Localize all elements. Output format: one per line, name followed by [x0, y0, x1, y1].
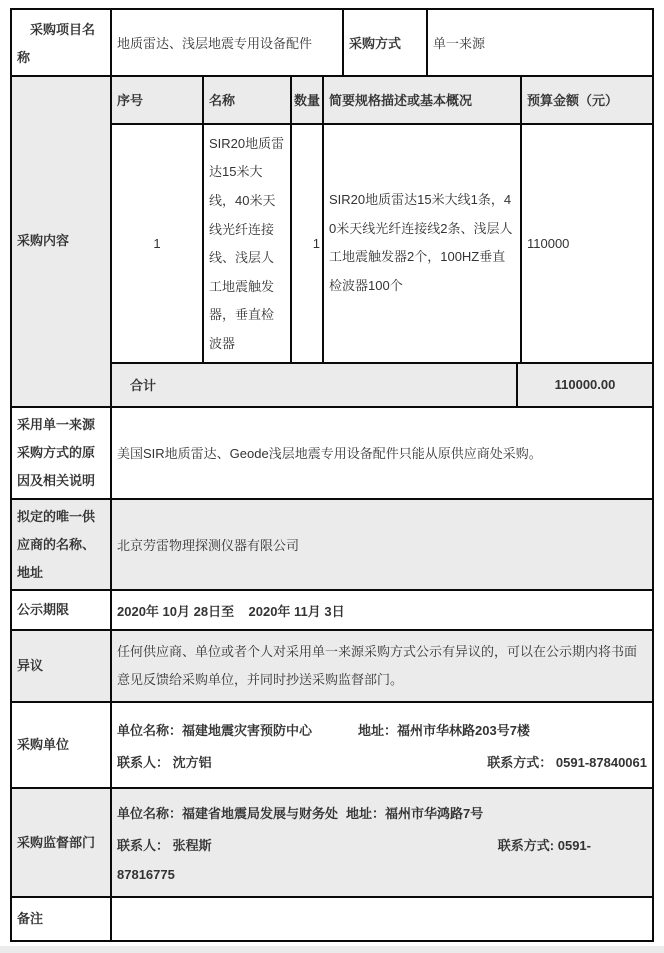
purchaser-info: [112, 703, 652, 787]
purchaser-org: 单位名称：福建地震灾害预防中心: [117, 722, 313, 738]
content-row: [12, 77, 652, 408]
purchaser-address: 地址：福州市华林路203号7楼: [358, 722, 530, 738]
supervisor-info: [112, 789, 652, 896]
procurement-method-label: 采购方式: [344, 10, 428, 75]
remark-value: [112, 898, 652, 940]
period-label: 公示期限: [12, 591, 112, 629]
supervisor-contact: 联系人： 张程斯: [117, 838, 212, 854]
purchaser-phone: 联系方式： 0591-87840061: [487, 754, 647, 770]
item-row: [112, 125, 652, 364]
item-budget: 110000: [527, 235, 570, 251]
reason-label: 采用单一来源采购方式的原因及相关说明: [12, 408, 112, 498]
total-value: 110000.00: [554, 377, 616, 393]
period-value: 2020年 10月 28日至 2020年 11月 3日: [117, 603, 345, 619]
supplier-value: 北京劳雷物理探测仪器有限公司: [117, 538, 300, 554]
objection-label: 异议: [12, 631, 112, 701]
supervisor-org-line: [117, 803, 647, 822]
supervisor-phone-continued-line: [117, 867, 647, 882]
item-spec: SIR20地质雷达15米大线1条，40米天线光纤连接线2条、浅层人工地震触发器2个，100HZ垂直检波器100个: [324, 125, 522, 362]
procurement-notice-table: [10, 8, 654, 942]
supervisor-contact-line: [117, 835, 647, 854]
objection-value: 任何供应商、单位或者个人对采用单一来源采购方式公示有异议的，可以在公示期内将书面意见反馈给采购单位，并同时抄送采购监督部门。: [117, 643, 638, 688]
item-table-header-row: [112, 77, 652, 125]
total-row: [112, 364, 652, 406]
reason-value: 美国SIR地质雷达、Geode浅层地震专用设备配件只能从原供应商处采购。: [117, 446, 542, 462]
project-name-label: 采购项目名称: [12, 10, 112, 75]
supervisor-org: 单位名称：福建省地震局发展与财务处: [117, 806, 339, 822]
header-qty: 数量: [292, 77, 324, 123]
purchaser-contact: 联系人： 沈方铝: [117, 754, 212, 770]
purchaser-label: 采购单位: [12, 703, 112, 787]
remark-label: 备注: [12, 898, 112, 940]
header-seq: 序号: [112, 77, 204, 123]
reason-row: [12, 408, 652, 500]
purchaser-row: [12, 703, 652, 789]
remark-row: [12, 898, 652, 940]
objection-row: [12, 631, 652, 703]
project-row: [12, 10, 652, 77]
header-budget: 预算金额（元）: [527, 93, 619, 109]
item-qty: 1: [292, 125, 324, 362]
content-label: 采购内容: [12, 77, 112, 406]
supervisor-label: 采购监督部门: [12, 789, 112, 896]
supervisor-address: 地址：福州市华鸿路7号: [346, 806, 484, 822]
period-row: [12, 591, 652, 631]
purchaser-contact-line: [117, 752, 647, 771]
project-name-value: 地质雷达、浅层地震专用设备配件: [112, 10, 344, 75]
item-table: [112, 77, 652, 406]
procurement-method-value: 单一来源: [433, 35, 486, 51]
page-bottom-strip: [0, 946, 664, 953]
header-spec: 简要规格描述或基本概况: [324, 77, 522, 123]
header-name: 名称: [204, 77, 292, 123]
item-seq: 1: [112, 125, 204, 362]
item-name: SIR20地质雷达15米大线，40米天线光纤连接线、浅层人工地震触发器，垂直检波器: [204, 125, 292, 362]
supervisor-phone-continued: 87816775: [117, 867, 175, 883]
supplier-row: [12, 500, 652, 592]
supervisor-row: [12, 789, 652, 898]
supervisor-phone: 联系方式: 0591-: [497, 838, 591, 854]
total-label: 合计: [112, 364, 518, 406]
purchaser-org-line: [117, 720, 647, 739]
supplier-label: 拟定的唯一供应商的名称、地址: [12, 500, 112, 590]
